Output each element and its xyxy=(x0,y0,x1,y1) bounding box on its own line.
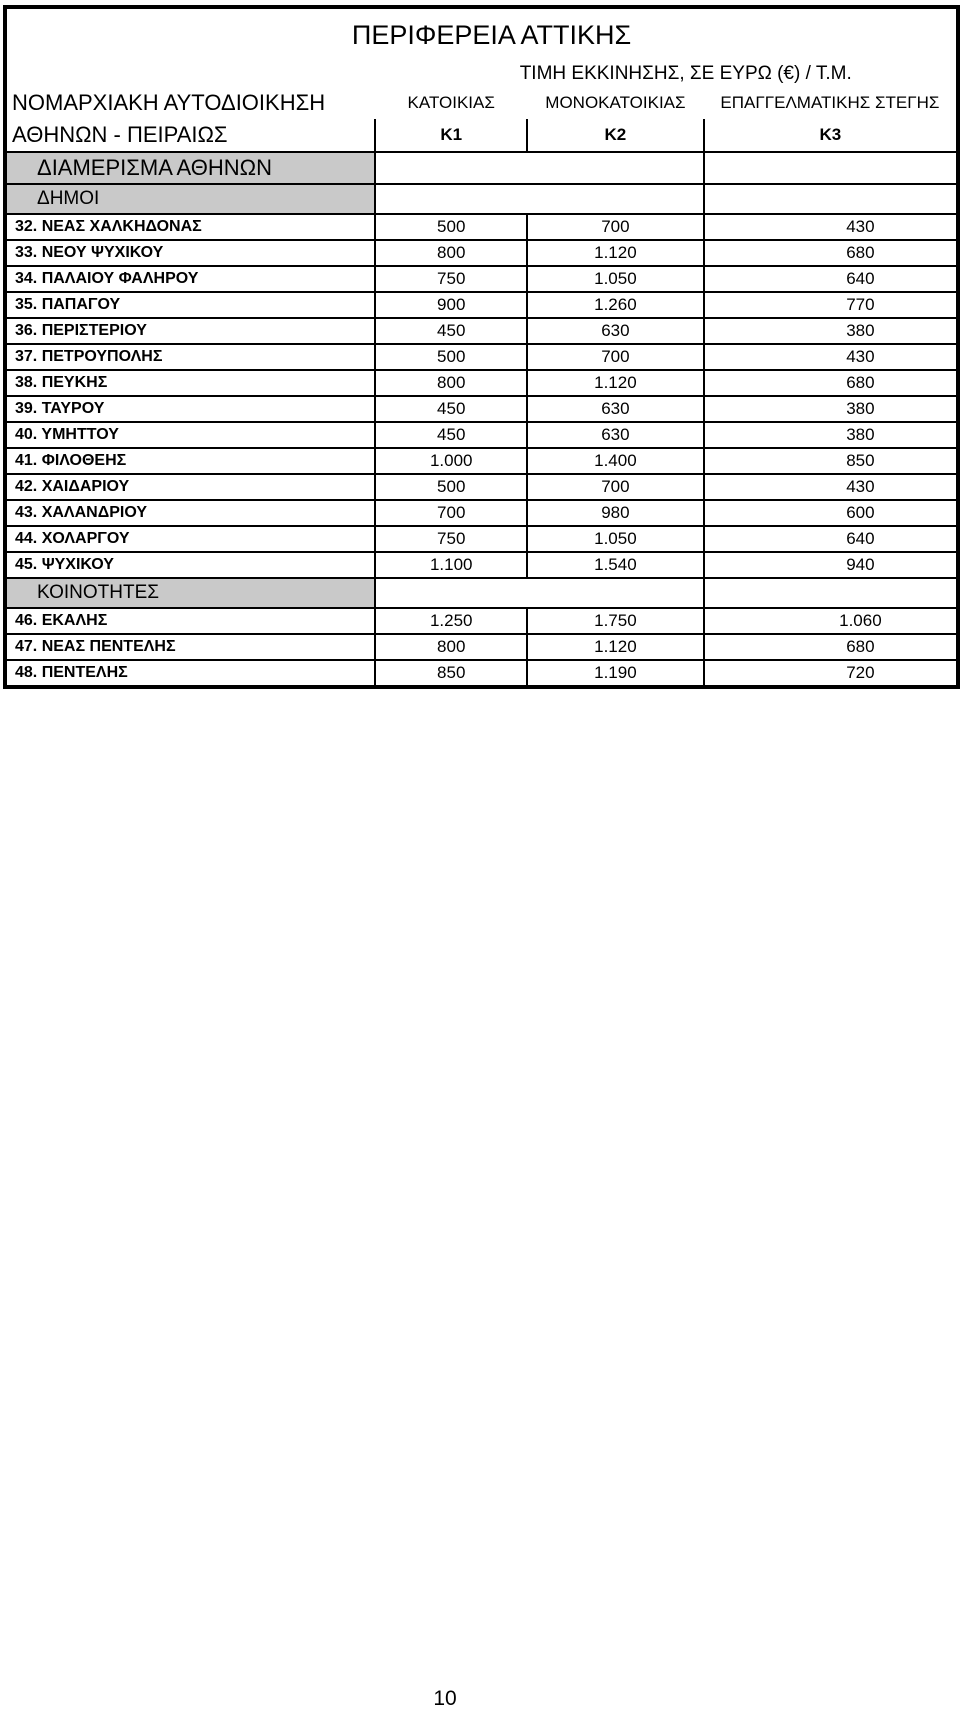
price-k1: 700 xyxy=(375,500,527,526)
table-row xyxy=(5,608,958,634)
district-section-row xyxy=(5,152,958,184)
price-k2: 700 xyxy=(527,474,704,500)
table-row xyxy=(5,448,958,474)
price-k2: 1.120 xyxy=(527,240,704,266)
empty-cell xyxy=(704,184,958,214)
place-name: 40. ΥΜΗΤΤΟΥ xyxy=(5,422,375,448)
column-label-k2: ΜΟΝΟΚΑΤΟΙΚΙΑΣ xyxy=(545,93,686,112)
page-number: 10 xyxy=(433,1687,457,1710)
title-cell xyxy=(5,7,958,61)
table-row xyxy=(5,660,958,687)
price-k2: 1.120 xyxy=(527,634,704,660)
price-k2: 630 xyxy=(527,318,704,344)
table-row xyxy=(5,214,958,240)
table-row xyxy=(5,396,958,422)
column-code-k1: Κ1 xyxy=(375,119,527,152)
left-header-line1: ΝΟΜΑΡΧΙΑΚΗ ΑΥΤΟΔΙΟΙΚΗΣΗ xyxy=(5,87,375,119)
place-name: 35. ΠΑΠΑΓΟΥ xyxy=(5,292,375,318)
price-k1: 450 xyxy=(375,318,527,344)
table-row xyxy=(5,526,958,552)
price-k3: 380 xyxy=(704,396,958,422)
table-row xyxy=(5,474,958,500)
empty-cell xyxy=(375,152,703,184)
price-k1: 900 xyxy=(375,292,527,318)
municipalities-section-label: ΔΗΜΟΙ xyxy=(5,184,375,214)
price-k2: 1.260 xyxy=(527,292,704,318)
table-row xyxy=(5,552,958,578)
place-name: 42. ΧΑΙΔΑΡΙΟΥ xyxy=(5,474,375,500)
price-k1: 500 xyxy=(375,474,527,500)
price-k3: 600 xyxy=(704,500,958,526)
table-row xyxy=(5,318,958,344)
price-k1: 800 xyxy=(375,634,527,660)
title-row xyxy=(5,7,958,61)
table-row xyxy=(5,500,958,526)
price-k2: 1.190 xyxy=(527,660,704,687)
place-name: 45. ΨΥΧΙΚΟΥ xyxy=(5,552,375,578)
subtitle-cell xyxy=(375,61,958,87)
price-table-body xyxy=(5,7,958,687)
price-k3: 680 xyxy=(704,634,958,660)
price-k3: 720 xyxy=(704,660,958,687)
table-row xyxy=(5,370,958,396)
price-k3: 380 xyxy=(704,318,958,344)
price-k1: 800 xyxy=(375,370,527,396)
place-name: 37. ΠΕΤΡΟΥΠΟΛΗΣ xyxy=(5,344,375,370)
price-k3: 850 xyxy=(704,448,958,474)
price-k2: 1.050 xyxy=(527,266,704,292)
table-row xyxy=(5,240,958,266)
price-k3: 430 xyxy=(704,344,958,370)
communities-section-label: ΚΟΙΝΟΤΗΤΕΣ xyxy=(5,578,375,608)
price-subtitle: ΤΙΜΗ ΕΚΚΙΝΗΣΗΣ, ΣΕ ΕΥΡΩ (€) / Τ.Μ. xyxy=(519,63,852,84)
price-k2: 1.050 xyxy=(527,526,704,552)
price-k3: 640 xyxy=(704,526,958,552)
price-k3: 640 xyxy=(704,266,958,292)
municipalities-section-row xyxy=(5,184,958,214)
empty-cell xyxy=(375,184,703,214)
place-name: 39. ΤΑΥΡΟΥ xyxy=(5,396,375,422)
column-code-k3: Κ3 xyxy=(704,119,958,152)
place-name: 33. ΝΕΟΥ ΨΥΧΙΚΟΥ xyxy=(5,240,375,266)
price-k1: 1.100 xyxy=(375,552,527,578)
communities-section-row xyxy=(5,578,958,608)
price-k3: 1.060 xyxy=(704,608,958,634)
column-label-k3: ΕΠΑΓΓΕΛΜΑΤΙΚΗΣ ΣΤΕΓΗΣ xyxy=(704,87,958,119)
table-row xyxy=(5,266,958,292)
price-k2: 1.540 xyxy=(527,552,704,578)
price-k1: 750 xyxy=(375,526,527,552)
empty-cell xyxy=(704,578,958,608)
price-k1: 500 xyxy=(375,344,527,370)
price-k1: 1.250 xyxy=(375,608,527,634)
subtitle-row xyxy=(5,61,958,87)
empty-cell xyxy=(5,61,375,87)
price-k2: 700 xyxy=(527,214,704,240)
district-section-label: ΔΙΑΜΕΡΙΣΜΑ ΑΘΗΝΩΝ xyxy=(5,152,375,184)
table-row xyxy=(5,422,958,448)
table-row xyxy=(5,634,958,660)
place-name: 32. ΝΕΑΣ ΧΑΛΚΗΔΟΝΑΣ xyxy=(5,214,375,240)
price-k3: 680 xyxy=(704,370,958,396)
empty-cell xyxy=(704,152,958,184)
price-k2: 1.750 xyxy=(527,608,704,634)
place-name: 48. ΠΕΝΤΕΛΗΣ xyxy=(5,660,375,687)
place-name: 41. ΦΙΛΟΘΕΗΣ xyxy=(5,448,375,474)
place-name: 47. ΝΕΑΣ ΠΕΝΤΕΛΗΣ xyxy=(5,634,375,660)
price-k1: 850 xyxy=(375,660,527,687)
price-k1: 450 xyxy=(375,422,527,448)
place-name: 46. ΕΚΑΛΗΣ xyxy=(5,608,375,634)
price-k1: 1.000 xyxy=(375,448,527,474)
price-k1: 450 xyxy=(375,396,527,422)
place-name: 43. ΧΑΛΑΝΔΡΙΟΥ xyxy=(5,500,375,526)
page-title: ΠΕΡΙΦΕΡΕΙΑ ΑΤΤΙΚΗΣ xyxy=(351,20,632,50)
price-k3: 680 xyxy=(704,240,958,266)
price-k2: 1.400 xyxy=(527,448,704,474)
price-k3: 380 xyxy=(704,422,958,448)
price-k2: 630 xyxy=(527,396,704,422)
price-k3: 430 xyxy=(704,214,958,240)
price-k3: 430 xyxy=(704,474,958,500)
price-table xyxy=(3,5,960,689)
price-k3: 770 xyxy=(704,292,958,318)
price-k1: 800 xyxy=(375,240,527,266)
place-name: 36. ΠΕΡΙΣΤΕΡΙΟΥ xyxy=(5,318,375,344)
table-row xyxy=(5,292,958,318)
place-name: 38. ΠΕΥΚΗΣ xyxy=(5,370,375,396)
price-k1: 750 xyxy=(375,266,527,292)
left-header-line2: ΑΘΗΝΩΝ - ΠΕΙΡΑΙΩΣ xyxy=(5,119,375,152)
price-k2: 980 xyxy=(527,500,704,526)
table-row xyxy=(5,344,958,370)
column-code-row xyxy=(5,119,958,152)
empty-cell xyxy=(375,578,703,608)
price-k2: 630 xyxy=(527,422,704,448)
price-k1: 500 xyxy=(375,214,527,240)
column-label-row xyxy=(5,87,958,119)
column-label-k1: ΚΑΤΟΙΚΙΑΣ xyxy=(407,93,495,112)
price-k3: 940 xyxy=(704,552,958,578)
price-k2: 700 xyxy=(527,344,704,370)
place-name: 44. ΧΟΛΑΡΓΟΥ xyxy=(5,526,375,552)
column-code-k2: Κ2 xyxy=(527,119,704,152)
place-name: 34. ΠΑΛΑΙΟΥ ΦΑΛΗΡΟΥ xyxy=(5,266,375,292)
price-k2: 1.120 xyxy=(527,370,704,396)
